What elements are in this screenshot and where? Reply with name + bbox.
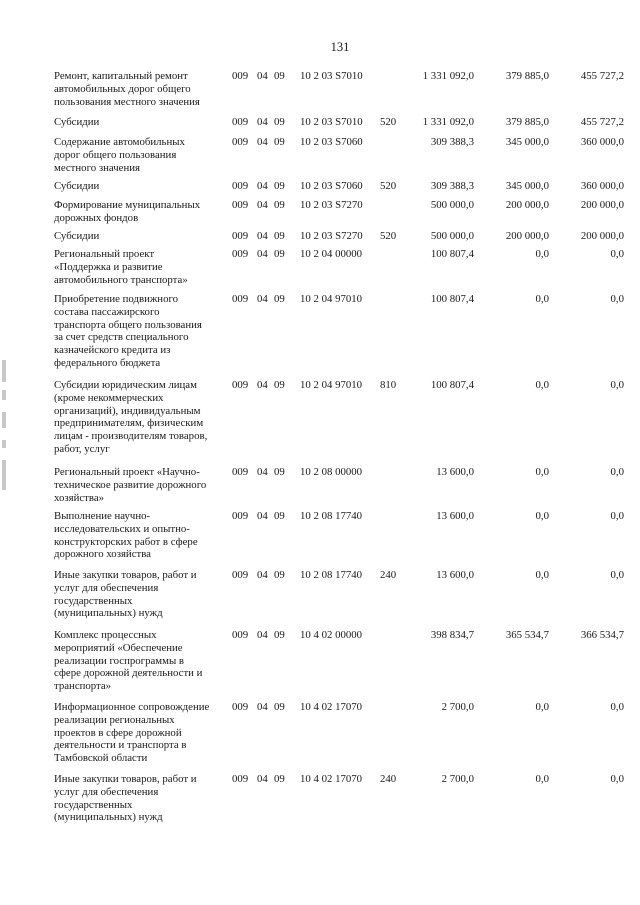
row-csr: 10 2 04 00000 [300, 248, 363, 260]
row-year2: 345 000,0 [505, 180, 549, 192]
row-rz: 04 [257, 293, 268, 305]
row-year3: 200 000,0 [580, 199, 624, 211]
row-year1: 2 700,0 [441, 701, 474, 713]
row-year3: 0,0 [610, 379, 624, 391]
row-vr: 520 [380, 180, 397, 192]
row-grbs: 009 [232, 569, 249, 581]
row-pr: 09 [274, 199, 285, 211]
row-pr: 09 [274, 116, 285, 128]
row-year3: 0,0 [610, 510, 624, 522]
row-name: Приобретение подвижного состава пассажирского транспорта общего пользования за счет средств специального казначейского кредита из федерального бюджета [54, 293, 202, 369]
row-name: Ремонт, капитальный ремонт автомобильных дорог общего пользования местного значения [54, 70, 200, 108]
row-year1: 1 331 092,0 [422, 70, 474, 82]
row-pr: 09 [274, 773, 285, 785]
row-pr: 09 [274, 569, 285, 581]
row-grbs: 009 [232, 773, 249, 785]
row-year1: 309 388,3 [430, 180, 474, 192]
row-year2: 200 000,0 [505, 230, 549, 242]
row-pr: 09 [274, 629, 285, 641]
row-rz: 04 [257, 199, 268, 211]
row-year2: 200 000,0 [505, 199, 549, 211]
row-grbs: 009 [232, 510, 249, 522]
row-year3: 200 000,0 [580, 230, 624, 242]
row-year1: 100 807,4 [430, 248, 474, 260]
row-name: Формирование муниципальных дорожных фондов [54, 199, 201, 224]
row-grbs: 009 [232, 629, 249, 641]
row-year2: 0,0 [535, 293, 549, 305]
row-grbs: 009 [232, 248, 249, 260]
row-csr: 10 2 08 17740 [300, 510, 363, 522]
row-name: Субсидии юридическим лицам (кроме некоммерческих организаций), индивидуальным предпринимателям, физическим лицам - производителям товаров, работ, услуг [54, 379, 208, 455]
row-name: Региональный проект «Поддержка и развитие автомобильного транспорта» [54, 248, 188, 286]
row-name: Выполнение научно- исследовательских и опытно- конструкторских работ в сфере дорожного хозяйства [54, 510, 198, 561]
row-name: Комплекс процессных мероприятий «Обеспечение реализации госпрограммы в сфере дорожной деятельности и транспорта» [54, 629, 203, 693]
row-year2: 0,0 [535, 701, 549, 713]
margin-stamp [0, 360, 12, 500]
row-pr: 09 [274, 70, 285, 82]
row-year3: 0,0 [610, 773, 624, 785]
row-year3: 455 727,2 [580, 116, 624, 128]
row-year3: 366 534,7 [580, 629, 624, 641]
row-csr: 10 2 03 S7060 [300, 136, 363, 148]
row-csr: 10 2 08 17740 [300, 569, 363, 581]
row-year1: 2 700,0 [441, 773, 474, 785]
row-grbs: 009 [232, 116, 249, 128]
page-number: 131 [330, 40, 350, 54]
row-rz: 04 [257, 70, 268, 82]
row-grbs: 009 [232, 230, 249, 242]
row-pr: 09 [274, 180, 285, 192]
row-grbs: 009 [232, 199, 249, 211]
row-year2: 0,0 [535, 248, 549, 260]
row-csr: 10 2 03 S7010 [300, 116, 363, 128]
row-year3: 0,0 [610, 248, 624, 260]
row-grbs: 009 [232, 70, 249, 82]
row-rz: 04 [257, 701, 268, 713]
row-rz: 04 [257, 136, 268, 148]
row-rz: 04 [257, 379, 268, 391]
row-grbs: 009 [232, 293, 249, 305]
row-year3: 0,0 [610, 701, 624, 713]
row-rz: 04 [257, 569, 268, 581]
row-year1: 309 388,3 [430, 136, 474, 148]
row-year3: 360 000,0 [580, 180, 624, 192]
row-name: Региональный проект «Научно- техническое развитие дорожного хозяйства» [54, 466, 207, 504]
row-year1: 13 600,0 [436, 510, 474, 522]
row-pr: 09 [274, 701, 285, 713]
row-name: Иные закупки товаров, работ и услуг для обеспечения государственных (муниципальных) нужд [54, 773, 197, 824]
row-year1: 500 000,0 [430, 230, 474, 242]
row-year2: 0,0 [535, 510, 549, 522]
row-vr: 520 [380, 230, 397, 242]
row-year3: 455 727,2 [580, 70, 624, 82]
row-year1: 1 331 092,0 [422, 116, 474, 128]
row-year2: 365 534,7 [505, 629, 549, 641]
row-year3: 0,0 [610, 569, 624, 581]
row-vr: 520 [380, 116, 397, 128]
row-name: Субсидии [54, 230, 100, 242]
row-name: Содержание автомобильных дорог общего пользования местного значения [54, 136, 185, 174]
row-grbs: 009 [232, 379, 249, 391]
row-csr: 10 2 03 S7010 [300, 70, 363, 82]
row-csr: 10 2 04 97010 [300, 293, 363, 305]
row-year2: 0,0 [535, 569, 549, 581]
row-pr: 09 [274, 293, 285, 305]
row-grbs: 009 [232, 136, 249, 148]
row-rz: 04 [257, 116, 268, 128]
row-vr: 240 [380, 773, 397, 785]
row-rz: 04 [257, 466, 268, 478]
row-csr: 10 2 04 97010 [300, 379, 363, 391]
row-rz: 04 [257, 629, 268, 641]
row-pr: 09 [274, 379, 285, 391]
row-csr: 10 2 03 S7270 [300, 199, 363, 211]
row-pr: 09 [274, 248, 285, 260]
row-grbs: 009 [232, 701, 249, 713]
row-year2: 0,0 [535, 379, 549, 391]
row-rz: 04 [257, 773, 268, 785]
row-grbs: 009 [232, 466, 249, 478]
row-vr: 810 [380, 379, 397, 391]
row-year1: 13 600,0 [436, 569, 474, 581]
row-grbs: 009 [232, 180, 249, 192]
row-csr: 10 2 08 00000 [300, 466, 363, 478]
row-csr: 10 4 02 00000 [300, 629, 363, 641]
row-year2: 0,0 [535, 773, 549, 785]
row-name: Субсидии [54, 116, 100, 128]
row-year1: 100 807,4 [430, 293, 474, 305]
row-year1: 398 834,7 [430, 629, 474, 641]
row-pr: 09 [274, 510, 285, 522]
row-pr: 09 [274, 230, 285, 242]
row-year2: 379 885,0 [505, 70, 549, 82]
row-year2: 0,0 [535, 466, 549, 478]
row-year1: 100 807,4 [430, 379, 474, 391]
row-pr: 09 [274, 136, 285, 148]
row-name: Субсидии [54, 180, 100, 192]
row-rz: 04 [257, 248, 268, 260]
row-rz: 04 [257, 180, 268, 192]
row-year3: 0,0 [610, 466, 624, 478]
row-csr: 10 2 03 S7060 [300, 180, 363, 192]
row-year3: 360 000,0 [580, 136, 624, 148]
row-year1: 500 000,0 [430, 199, 474, 211]
row-rz: 04 [257, 230, 268, 242]
row-pr: 09 [274, 466, 285, 478]
row-year1: 13 600,0 [436, 466, 474, 478]
row-year2: 345 000,0 [505, 136, 549, 148]
row-vr: 240 [380, 569, 397, 581]
row-csr: 10 4 02 17070 [300, 701, 363, 713]
row-name: Информационное сопровождение реализации региональных проектов в сфере дорожной деятельности и транспорта в Тамбовской области [54, 701, 210, 765]
row-rz: 04 [257, 510, 268, 522]
row-csr: 10 2 03 S7270 [300, 230, 363, 242]
row-year3: 0,0 [610, 293, 624, 305]
row-year2: 379 885,0 [505, 116, 549, 128]
row-csr: 10 4 02 17070 [300, 773, 363, 785]
row-name: Иные закупки товаров, работ и услуг для обеспечения государственных (муниципальных) нужд [54, 569, 197, 620]
